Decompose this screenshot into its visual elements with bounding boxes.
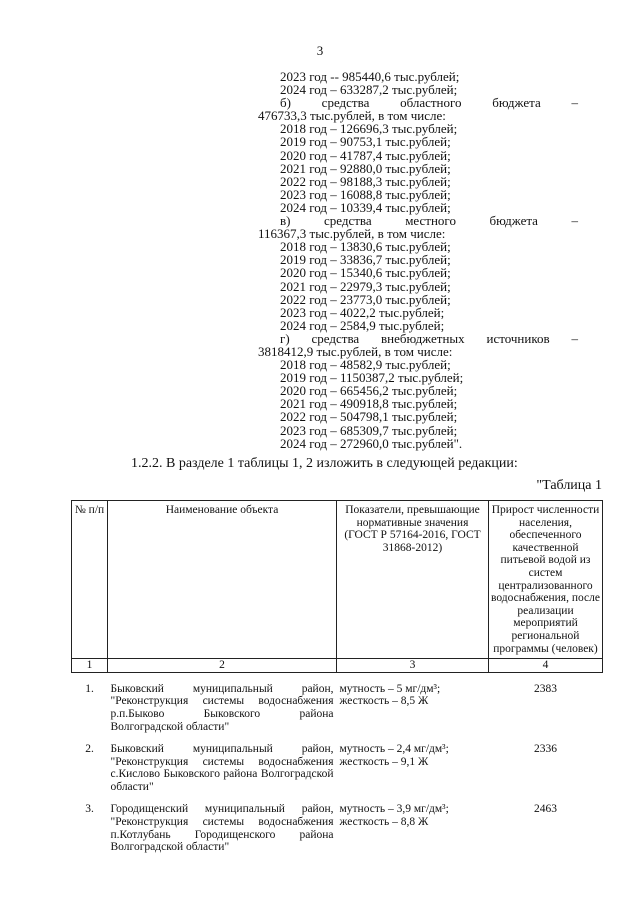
federal-year-line: 2024 год – 633287,2 тыс.рублей; bbox=[280, 82, 458, 98]
hardness-value: жесткость – 8,5 Ж bbox=[339, 695, 429, 708]
local-year-line: 2022 год – 23773,0 тыс.рублей; bbox=[280, 291, 451, 307]
population-gain: 2383 bbox=[534, 682, 557, 695]
local-total: 116367,3 тыс.рублей, в том числе: bbox=[258, 226, 446, 242]
table-row bbox=[72, 793, 603, 853]
extra-heading: г) средства внебюджетных источников – bbox=[280, 330, 578, 346]
local-year-line: 2018 год – 13830,6 тыс.рублей; bbox=[280, 239, 451, 255]
population-gain: 2336 bbox=[534, 743, 557, 756]
extra-total: 3818412,9 тыс.рублей, в том числе: bbox=[258, 343, 453, 359]
table-caption: "Таблица 1 bbox=[536, 478, 602, 493]
extra-year-line: 2024 год – 272960,0 тыс.рублей". bbox=[280, 435, 463, 451]
header-population-gain: Прирост численности населения, обеспеченного качественной питьевой водой из систем централизованного водоснабжения, после реализации мероприятий региональной программы (человек) bbox=[489, 501, 603, 659]
extra-year-line: 2023 год – 685309,7 тыс.рублей; bbox=[280, 422, 458, 438]
turbidity-value: мутность – 2,4 мг/дм³; bbox=[339, 743, 449, 756]
table-row bbox=[72, 733, 603, 793]
extra-year-line: 2020 год – 665456,2 тыс.рублей; bbox=[280, 383, 458, 399]
regional-year-line: 2020 год – 41787,4 тыс.рублей; bbox=[280, 147, 451, 163]
regional-year-line: 2024 год – 10339,4 тыс.рублей; bbox=[280, 199, 451, 215]
table-header-row bbox=[72, 501, 603, 659]
column-number: 4 bbox=[489, 659, 603, 673]
extra-year-line: 2019 год – 1150387,2 тыс.рублей; bbox=[280, 370, 464, 386]
regional-year-line: 2018 год – 126696,3 тыс.рублей; bbox=[280, 121, 458, 137]
objects-table bbox=[71, 500, 603, 854]
hardness-value: жесткость – 8,8 Ж bbox=[339, 816, 429, 829]
hardness-value: жесткость – 9,1 Ж bbox=[339, 755, 429, 768]
financing-list bbox=[258, 70, 578, 450]
column-number: 1 bbox=[72, 659, 108, 673]
header-object-name: Наименование объекта bbox=[108, 501, 337, 659]
indicators bbox=[337, 733, 489, 793]
row-number: 1. bbox=[85, 682, 94, 695]
column-number-row bbox=[72, 659, 603, 673]
extra-year-line: 2022 год – 504798,1 тыс.рублей; bbox=[280, 409, 458, 425]
header-indicators: Показатели, превышающие нормативные значения (ГОСТ Р 57164-2016, ГОСТ 31868-2012) bbox=[337, 501, 489, 659]
regional-total: 476733,3 тыс.рублей, в том числе: bbox=[258, 108, 446, 124]
local-year-line: 2021 год – 22979,3 тыс.рублей; bbox=[280, 278, 451, 294]
turbidity-value: мутность – 3,9 мг/дм³; bbox=[339, 803, 449, 816]
regional-heading: б) средства областного бюджета – bbox=[280, 95, 578, 111]
regional-year-line: 2021 год – 92880,0 тыс.рублей; bbox=[280, 160, 451, 176]
table-row bbox=[72, 672, 603, 733]
indicators bbox=[337, 793, 489, 853]
local-year-line: 2024 год – 2584,9 тыс.рублей; bbox=[280, 317, 445, 333]
local-year-line: 2019 год – 33836,7 тыс.рублей; bbox=[280, 252, 451, 268]
column-number: 3 bbox=[337, 659, 489, 673]
regional-year-line: 2022 год – 98188,3 тыс.рублей; bbox=[280, 173, 451, 189]
object-name: Быковский муниципальный район, "Реконструкция системы водоснабжения р.п.Быково Быковского района Волгоградской области" bbox=[110, 682, 334, 733]
federal-year-line: 2023 год -- 985440,6 тыс.рублей; bbox=[280, 69, 460, 84]
regional-year-line: 2019 год – 90753,1 тыс.рублей; bbox=[280, 134, 451, 150]
regional-year-line: 2023 год – 16088,8 тыс.рублей; bbox=[280, 186, 451, 202]
local-year-line: 2023 год – 4022,2 тыс.рублей; bbox=[280, 304, 445, 320]
extra-year-line: 2018 год – 48582,9 тыс.рублей; bbox=[280, 357, 451, 373]
section-intro: 1.2.2. В разделе 1 таблицы 1, 2 изложить в следующей редакции: bbox=[131, 456, 518, 471]
population-gain: 2463 bbox=[534, 803, 557, 816]
header-number: № п/п bbox=[72, 501, 108, 659]
object-name: Городищенский муниципальный район, "Реконструкция системы водоснабжения п.Котлубань Городищенского района Волгоградской области" bbox=[110, 803, 334, 854]
object-name: Быковский муниципальный район, "Реконструкция системы водоснабжения с.Кислово Быковского района Волгоградской области" bbox=[110, 743, 334, 793]
page-number: 3 bbox=[316, 43, 324, 58]
local-heading: в) средства местного бюджета – bbox=[280, 213, 578, 229]
indicators bbox=[337, 672, 489, 733]
column-number: 2 bbox=[108, 659, 337, 673]
local-year-line: 2020 год – 15340,6 тыс.рублей; bbox=[280, 265, 451, 281]
extra-year-line: 2021 год – 490918,8 тыс.рублей; bbox=[280, 396, 458, 412]
row-number: 2. bbox=[85, 743, 94, 756]
turbidity-value: мутность – 5 мг/дм³; bbox=[339, 682, 441, 695]
row-number: 3. bbox=[85, 803, 94, 816]
